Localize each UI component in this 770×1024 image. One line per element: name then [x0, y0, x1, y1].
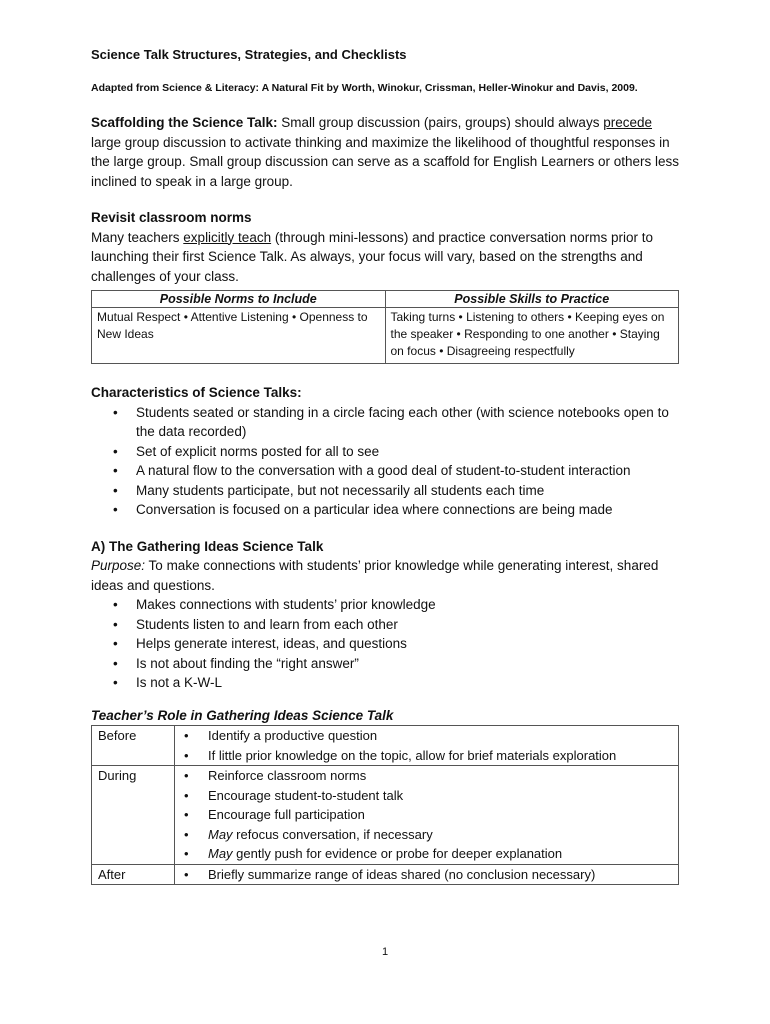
scaffolding-paragraph: [91, 113, 681, 191]
page-number: 1: [381, 946, 389, 958]
scaffolding-underlined: precede: [603, 115, 652, 130]
bullet-icon: •: [184, 728, 189, 743]
source-citation: Adapted from Science & Literacy: A Natural Fit by Worth, Winokur, Crissman, Heller-Winokur and Davis, 2009.: [91, 82, 638, 94]
list-item: • Identify a productive question: [179, 726, 674, 746]
table-row: [92, 726, 679, 766]
scaffolding-text-2: large group discussion to activate thinking and maximize the likelihood of thoughtful responses in the large group. Small group discussion can serve as a scaffold for English Learners or others less inclined to speak in a large group.: [91, 134, 680, 189]
bullet-icon: •: [113, 597, 118, 612]
bullet-icon: •: [184, 846, 189, 861]
skills-header: Possible Skills to Practice: [385, 291, 679, 308]
scaffolding-text-1: Small group discussion (pairs, groups) should always: [277, 115, 604, 130]
norms-cell: Mutual Respect • Attentive Listening • Openness to New Ideas: [92, 308, 386, 364]
list-item: • If little prior knowledge on the topic, allow for brief materials exploration: [179, 746, 674, 766]
bullet-icon: •: [113, 463, 118, 478]
gathering-list: [91, 595, 681, 693]
norms-header: Possible Norms to Include: [92, 291, 386, 308]
scaffolding-heading: Scaffolding the Science Talk:: [91, 115, 278, 130]
purpose-label: Purpose:: [91, 558, 146, 573]
revisit-paragraph: [91, 228, 681, 287]
during-label: During: [92, 766, 175, 865]
after-label: After: [92, 864, 175, 885]
document-page: [91, 47, 681, 885]
revisit-heading: Revisit classroom norms: [91, 210, 252, 225]
bullet-icon: •: [113, 502, 118, 517]
list-item: • Many students participate, but not necessarily all students each time: [91, 481, 681, 501]
gathering-heading: A) The Gathering Ideas Science Talk: [91, 538, 324, 554]
skills-cell: Taking turns • Listening to others • Keeping eyes on the speaker • Responding to one another • Staying on focus • Disagreeing respectfully: [385, 308, 679, 364]
purpose-text: To make connections with students’ prior knowledge while generating interest, shared ideas and questions.: [91, 558, 659, 593]
bullet-icon: •: [113, 404, 118, 420]
table-row: [92, 864, 679, 885]
bullet-icon: •: [184, 768, 189, 783]
table-row: [92, 766, 679, 865]
list-item: • Is not about finding the “right answer”: [91, 654, 681, 674]
list-item: • A natural flow to the conversation with a good deal of student-to-student interaction: [91, 461, 681, 481]
list-item: • May gently push for evidence or probe for deeper explanation: [179, 844, 674, 864]
document-title: Science Talk Structures, Strategies, and Checklists: [91, 47, 407, 62]
characteristics-heading: Characteristics of Science Talks:: [91, 385, 302, 400]
bullet-icon: •: [113, 616, 118, 632]
bullet-icon: •: [184, 826, 189, 842]
bullet-icon: •: [113, 675, 118, 690]
bullet-icon: •: [184, 866, 189, 882]
characteristics-list: [91, 403, 681, 520]
list-item: • Encourage full participation: [179, 805, 674, 825]
list-item: • Encourage student-to-student talk: [179, 786, 674, 806]
bullet-icon: •: [113, 655, 118, 671]
before-label: Before: [92, 726, 175, 766]
bullet-icon: •: [184, 807, 189, 822]
revisit-text-2: (through mini-lessons) and practice conversation norms prior to launching their first Science Talk. As always, your focus will vary, based on the strengths and challenges of your class.: [91, 229, 654, 284]
purpose-paragraph: [91, 556, 681, 595]
revisit-underlined: explicitly teach: [183, 229, 272, 245]
list-item: • Students seated or standing in a circle facing each other (with science notebooks open to the data recorded): [113, 404, 669, 439]
role-table-title: Teacher’s Role in Gathering Ideas Science Talk: [91, 707, 394, 723]
list-item: • Makes connections with students’ prior knowledge: [91, 595, 681, 615]
list-item: • Set of explicit norms posted for all to see: [91, 442, 681, 462]
list-item: • Helps generate interest, ideas, and questions: [91, 634, 681, 654]
bullet-icon: •: [113, 636, 118, 651]
list-item: • Conversation is focused on a particular idea where connections are being made: [91, 500, 681, 520]
list-item: • May refocus conversation, if necessary: [179, 825, 674, 845]
bullet-icon: •: [113, 482, 118, 498]
bullet-icon: •: [113, 443, 118, 459]
list-item: • Students listen to and learn from each other: [91, 615, 681, 635]
teacher-role-table: [91, 725, 679, 885]
bullet-icon: •: [184, 747, 189, 763]
revisit-text-1: Many teachers: [91, 229, 184, 245]
list-item: • Reinforce classroom norms: [179, 766, 674, 786]
list-item: • Is not a K-W-L: [91, 673, 681, 693]
bullet-icon: •: [184, 787, 189, 803]
norms-table: [91, 290, 679, 364]
list-item: • Briefly summarize range of ideas shared (no conclusion necessary): [179, 865, 674, 885]
